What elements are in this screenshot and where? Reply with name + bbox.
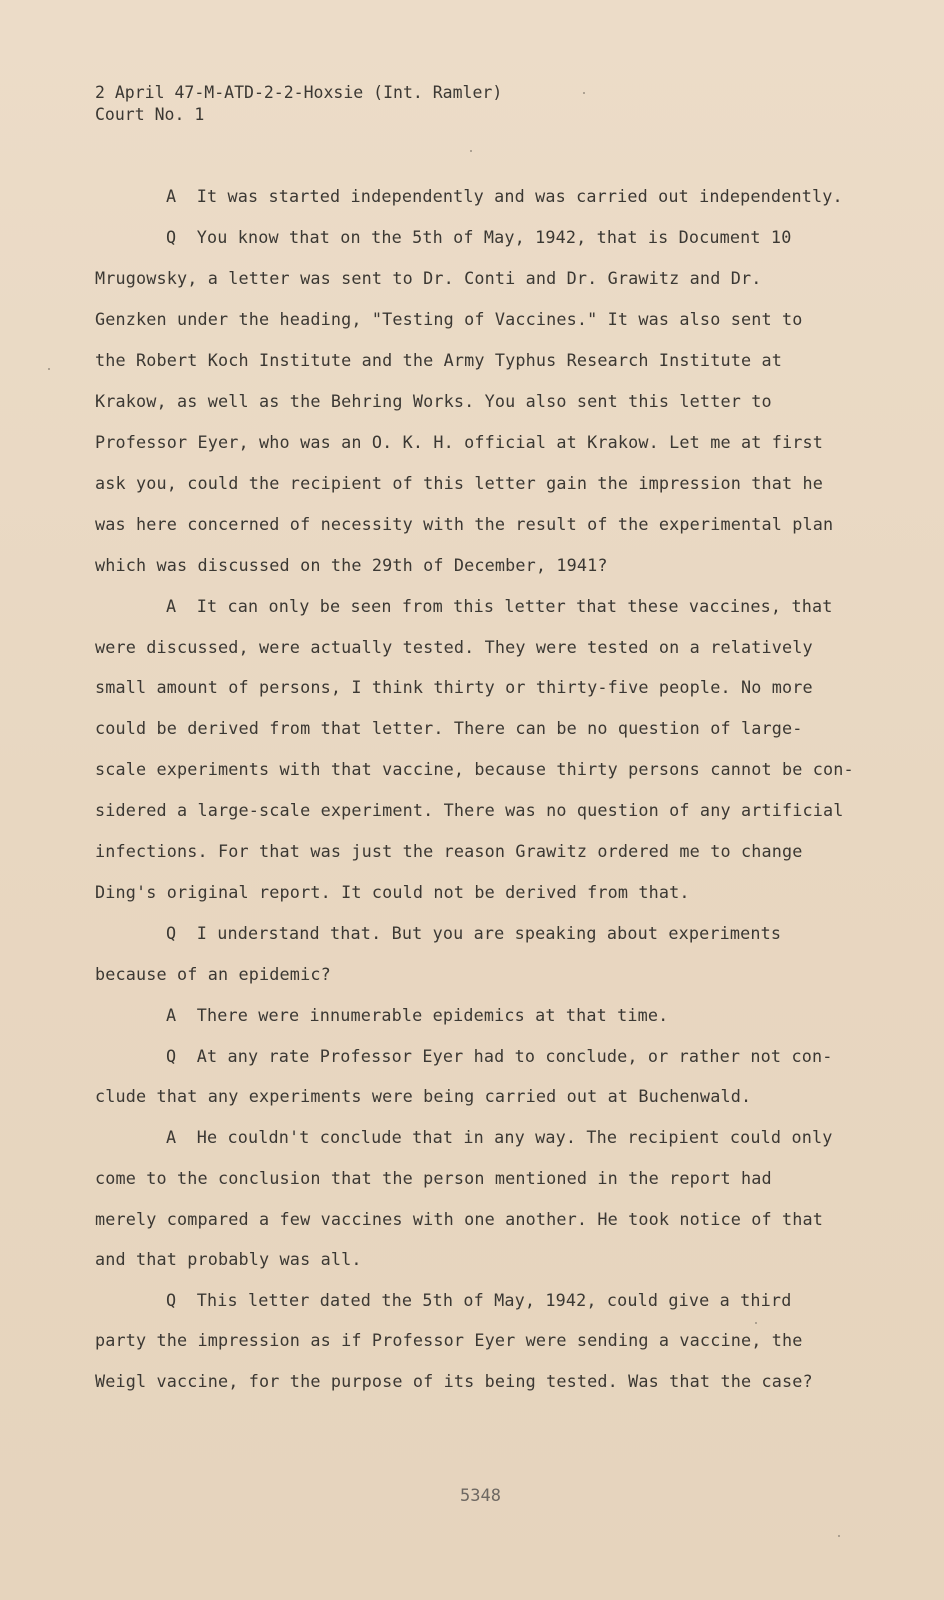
transcript-line: Weigl vaccine, for the purpose of its being tested. Was that the case? — [95, 1371, 813, 1391]
transcript-line: which was discussed on the 29th of December, 1941? — [95, 555, 608, 575]
transcript-line: A He couldn't conclude that in any way. The recipient could only — [166, 1127, 833, 1147]
header-line-1: 2 April 47-M-ATD-2-2-Hoxsie (Int. Ramler) — [95, 83, 503, 102]
transcript-line: and that probably was all. — [95, 1249, 362, 1269]
transcript-line: Q You know that on the 5th of May, 1942, that is Document 10 — [166, 227, 792, 247]
paper-speck — [755, 1322, 757, 1324]
transcript-line: Q I understand that. But you are speaking about experiments — [166, 923, 782, 943]
page-number: 5348 — [460, 1486, 501, 1506]
transcript-line: A It can only be seen from this letter that these vaccines, that — [166, 596, 833, 616]
transcript-line: was here concerned of necessity with the result of the experimental plan — [95, 514, 834, 534]
transcript-line: Krakow, as well as the Behring Works. You also sent this letter to — [95, 391, 772, 411]
transcript-line: A It was started independently and was carried out independently. — [166, 186, 843, 206]
paper-speck — [470, 150, 472, 152]
transcript-line: the Robert Koch Institute and the Army Typhus Research Institute at — [95, 350, 782, 370]
paper-speck — [48, 368, 50, 370]
transcript-line: Ding's original report. It could not be derived from that. — [95, 882, 690, 902]
transcript-line: ask you, could the recipient of this letter gain the impression that he — [95, 473, 823, 493]
paper-speck — [838, 1535, 840, 1537]
transcript-line: small amount of persons, I think thirty or thirty-five people. No more — [95, 677, 813, 697]
transcript-line: infections. For that was just the reason Grawitz ordered me to change — [95, 841, 803, 861]
transcript-line: clude that any experiments were being carried out at Buchenwald. — [95, 1086, 752, 1106]
transcript-line: could be derived from that letter. There can be no question of large- — [95, 718, 803, 738]
transcript-line: Q This letter dated the 5th of May, 1942, could give a third — [166, 1290, 792, 1310]
transcript-line: Q At any rate Professor Eyer had to conclude, or rather not con- — [166, 1046, 833, 1066]
page-header — [95, 82, 502, 126]
transcript-line: Mrugowsky, a letter was sent to Dr. Conti and Dr. Grawitz and Dr. — [95, 268, 762, 288]
paper-speck — [583, 92, 585, 94]
transcript-line: were discussed, were actually tested. They were tested on a relatively — [95, 637, 813, 657]
transcript-line: because of an epidemic? — [95, 964, 331, 984]
transcript-line: A There were innumerable epidemics at that time. — [166, 1005, 669, 1025]
transcript-line: come to the conclusion that the person mentioned in the report had — [95, 1168, 772, 1188]
transcript-line: Professor Eyer, who was an O. K. H. official at Krakow. Let me at first — [95, 432, 823, 452]
header-line-2: Court No. 1 — [95, 105, 205, 124]
transcript-line: Genzken under the heading, "Testing of Vaccines." It was also sent to — [95, 309, 803, 329]
transcript-line: party the impression as if Professor Eyer were sending a vaccine, the — [95, 1330, 803, 1350]
transcript-line: sidered a large-scale experiment. There was no question of any artificial — [95, 800, 844, 820]
transcript-line: scale experiments with that vaccine, because thirty persons cannot be con- — [95, 759, 854, 779]
transcript-line: merely compared a few vaccines with one another. He took notice of that — [95, 1209, 823, 1229]
